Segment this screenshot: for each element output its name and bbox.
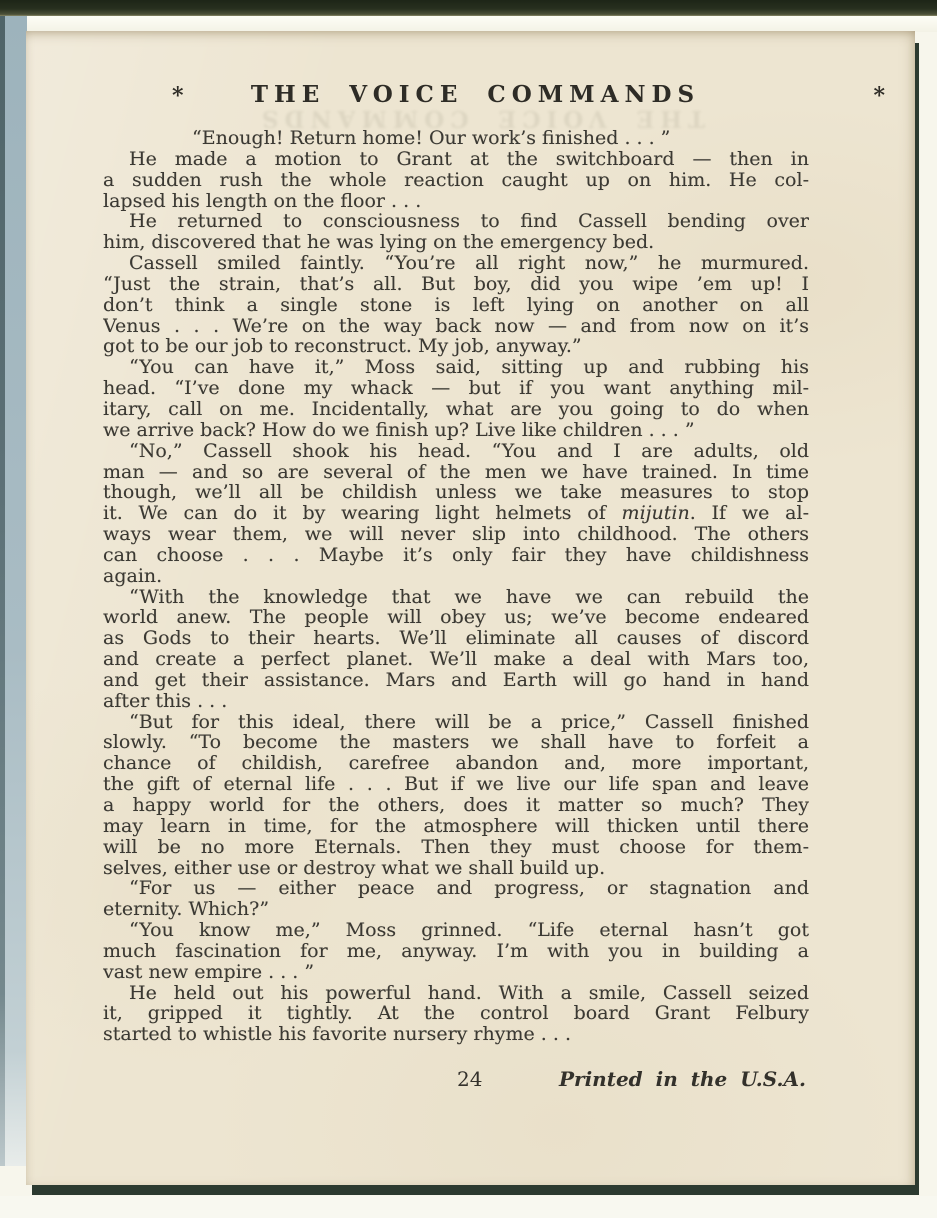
page-number: 24 <box>457 1067 483 1091</box>
text-line: chance of childish, carefree abandon and, more important, <box>103 753 809 775</box>
text-line: and create a perfect planet. We’ll make a deal with Mars too, <box>103 649 809 670</box>
text-line: world anew. The people will obey us; we’ve become endeared <box>103 607 809 629</box>
text-line: again. <box>103 565 163 587</box>
text-line: “For us — either peace and progress, or stagnation and <box>129 878 809 900</box>
text-line: a sudden rush the whole reaction caught up on him. He col- <box>103 169 809 191</box>
printed-in-usa-note: Printed in the U.S.A. <box>559 1067 806 1091</box>
text-line: slowly. “To become the masters we shall have to forfeit a <box>103 732 809 754</box>
text-line: don’t think a single stone is left lying on another on all <box>103 294 809 316</box>
asterisk-ornament-left: * <box>172 83 184 109</box>
text-line: “With the knowledge that we have we can rebuild the <box>129 586 809 608</box>
text-line: ways wear them, we will never slip into childhood. The others <box>103 524 809 545</box>
text-line: He returned to consciousness to find Cassell bending over <box>129 211 809 233</box>
show-through-ghost-title: THE VOICE COMMANDS <box>255 105 706 132</box>
text-line: and get their assistance. Mars and Earth will go hand in hand <box>103 669 809 691</box>
text-line: Cassell smiled faintly. “You’re all right now,” he murmured. <box>129 253 809 274</box>
text-line: a happy world for the others, does it matter so much? They <box>103 795 809 816</box>
text-line: though, we’ll all be childish unless we take measures to stop <box>103 482 809 504</box>
text-line: started to whistle his favorite nursery rhyme . . . <box>103 1024 571 1046</box>
text-line: got to be our job to reconstruct. My job, anyway.” <box>103 336 582 358</box>
text-line: after this . . . <box>103 690 228 712</box>
text-line: as Gods to their hearts. We’ll eliminate all causes of discord <box>103 628 809 650</box>
text-line: “Just the strain, that’s all. But boy, did you wipe ’em up! I <box>103 273 809 295</box>
scan-left-inner-strip <box>5 16 27 1166</box>
page-title: THE VOICE COMMANDS <box>250 81 701 108</box>
page-footer <box>26 1067 915 1095</box>
text-line: selves, either use or destroy what we shall build up. <box>103 857 606 879</box>
text-line: “You can have it,” Moss said, sitting up and rubbing his <box>129 357 809 379</box>
text-line: may learn in time, for the atmosphere will thicken until there <box>103 815 809 837</box>
text-line: vast new empire . . . ” <box>103 961 315 983</box>
text-line: it, gripped it tightly. At the control board Grant Felbury <box>103 1003 809 1025</box>
text-line: “No,” Cassell shook his head. “You and I are adults, old <box>129 440 809 462</box>
text-line: He made a motion to Grant at the switchboard — then in <box>129 148 809 170</box>
text-line: “But for this ideal, there will be a price,” Cassell finished <box>129 711 809 733</box>
text-line: eternity. Which?” <box>103 899 270 921</box>
scan-underpage-edge <box>0 16 937 32</box>
text-line: the gift of eternal life . . . But if we live our life span and leave <box>103 774 809 795</box>
text-line: can choose . . . Maybe it’s only fair they have childishness <box>103 544 809 566</box>
text-line: “Enough! Return home! Our work’s finished . . . ” <box>192 128 671 149</box>
book-page <box>26 31 915 1185</box>
text-line: it. We can do it by wearing light helmets of mijutin. If we al- <box>103 503 809 525</box>
text-line: we arrive back? How do we finish up? Live like children . . . ” <box>103 419 695 441</box>
text-line: man — and so are several of the men we have trained. In time <box>103 461 809 483</box>
scan-bottom-band <box>0 1196 937 1218</box>
text-line: much fascination for me, anyway. I’m with you in building a <box>103 940 809 962</box>
body-text <box>103 128 809 1045</box>
asterisk-ornament-right: * <box>873 83 885 109</box>
text-line: itary, call on me. Incidentally, what are you going to do when <box>103 398 809 420</box>
text-line: “You know me,” Moss grinned. “Life eternal hasn’t got <box>129 920 809 941</box>
text-line: He held out his powerful hand. With a smile, Cassell seized <box>129 982 809 1004</box>
text-line: him, discovered that he was lying on the emergency bed. <box>103 232 655 254</box>
text-line: will be no more Eternals. Then they must choose for them- <box>103 836 809 858</box>
scan-top-band <box>0 0 937 16</box>
text-line: head. “I’ve done my whack — but if you want anything mil- <box>103 378 809 399</box>
text-line: Venus . . . We’re on the way back now — and from now on it’s <box>103 315 809 337</box>
text-line: lapsed his length on the floor . . . <box>103 190 422 212</box>
